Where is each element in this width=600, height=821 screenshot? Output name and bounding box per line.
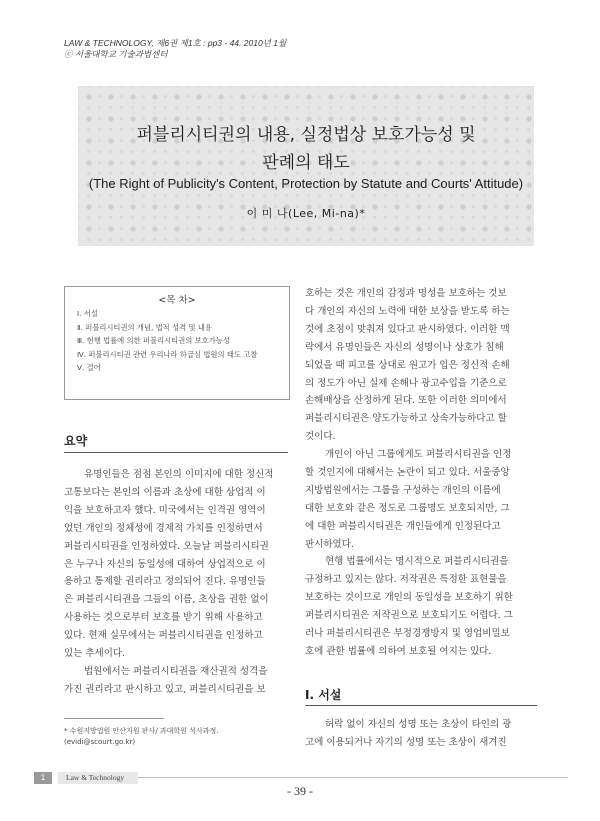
footnote bbox=[64, 726, 218, 748]
title-english: (The Right of Publicity's Content, Protection by Statute and Courts' Attitude) bbox=[88, 176, 524, 191]
summary-paragraph-2: 법원에서는 퍼블리시티권을 재산권적 성격을 가진 권리라고 판시하고 있고, 퍼블리시티권을 보 bbox=[64, 666, 268, 695]
right-paragraph-2: 개인이 아닌 그룹에게도 퍼블리시티권을 인정 할 것인지에 대해서는 논란이 되고 있다. 서울중앙 지방법원에서는 그룹을 구성하는 개인의 이름에 대한 보호와 같은 정도로 그룹명도 보호되지만, 그 에 대한 퍼블리시티권은 개인들에게 인정된다고 판시하였다. bbox=[305, 449, 512, 550]
right-paragraph-3: 현행 법률에서는 명시적으로 퍼블리시티권을 규정하고 있지는 않다. 저작권은 특정한 표현물을 보호하는 것이므로 개인의 동일성을 보호하기 위한 퍼블리시티권은 저작권으로 보호되기도 어렵다. 그 러나 퍼블리시티권은 부정경쟁방지 및 영업비밀보 호에 관한 법률에 의하여 보호될 여지는 있다. bbox=[305, 556, 513, 657]
section-rule bbox=[305, 705, 537, 706]
journal-copyright: ⓒ 서울대학교 기술과법센터 bbox=[64, 49, 168, 59]
section-heading-introduction: Ⅰ. 서설 bbox=[305, 688, 342, 702]
title-korean-line2: 판례의 태도 bbox=[262, 153, 350, 173]
toc-list bbox=[77, 307, 257, 375]
page-tab-number: 1 bbox=[34, 772, 52, 784]
footer-journal-label: Law & Technology bbox=[58, 772, 138, 784]
title-korean-line1: 퍼블리시티권의 내용, 실정법상 보호가능성 및 bbox=[136, 125, 476, 145]
toc-item: Ⅱ. 퍼블리시티권의 개념, 법적 성격 및 내용 bbox=[77, 322, 212, 332]
right-paragraph-1: 호하는 것은 개인의 감정과 명성을 보호하는 것보 다 개인의 자신의 노력에 대한 보상을 받도록 하는 것에 초점이 맞춰져 있다고 판시하였다. 이러한 맥 락에서 유명인들은 자신의 성명이나 상호가 침해 되었을 때 피고를 상대로 원고가 입은 정신적 손해 의 정도가 아닌 실제 손해나 광고수입을 기준으로 손해배상을 산정하게 된다. 또한 이러한 의미에서 퍼블리시티권은 양도가능하고 상속가능하다고 할 것이다. bbox=[305, 288, 510, 443]
summary-paragraph-1: 유명인들은 점점 본인의 이미지에 대한 정신적 고통보다는 본인의 이름과 초상에 대한 상업적 이 익을 보호하고자 했다. 미국에서는 인격권 영역이 었던 개인의 정체성에 경제적 가치를 인정하면서 퍼블리시티권을 인정하였다. 오늘날 퍼블리시티권 은 누구나 자신의 동일성에 대하여 상업적으로 이 용하고 통제할 권리라고 정의되어 진다. 유명인들 은 퍼블리시티권을 그들의 이름, 초상을 권한 없이 사용하는 것으로부터 보호를 받기 위해 사용하고 있다. 현재 실무에서는 퍼블리시티권을 인정하고 있는 추세이다. bbox=[64, 469, 274, 660]
journal-citation: LAW & TECHNOLOGY, 제6권 제1호 : pp3 - 44. 2010년 1월 bbox=[64, 38, 287, 48]
section-heading-summary: 요약 bbox=[64, 434, 88, 448]
footnote-email: (evidi@scourt.go.kr) bbox=[64, 738, 136, 746]
introduction-paragraph: 허락 없이 자신의 성명 또는 초상이 타인의 광 고에 이용되거나 자기의 성명 또는 초상이 새겨진 bbox=[305, 719, 512, 748]
footnote-affiliation: * 수원지방법원 안산지원 판사/ 과대학원 석사과정. bbox=[64, 727, 219, 735]
table-of-contents bbox=[64, 286, 290, 400]
page-number: - 39 - bbox=[287, 784, 313, 798]
journal-header bbox=[64, 38, 286, 60]
footer-rule bbox=[138, 777, 568, 778]
toc-item: Ⅳ. 퍼블리시티권 관련 우리나라 하급심 법원의 태도 고찰 bbox=[77, 349, 258, 359]
toc-item: Ⅴ. 결어 bbox=[77, 363, 101, 373]
toc-item: Ⅲ. 현행 법률에 의한 퍼블리시티권의 보호가능성 bbox=[77, 336, 230, 346]
author-name: 이 미 나(Lee, Mi-na)* bbox=[246, 207, 366, 220]
section-rule bbox=[64, 452, 288, 453]
footnote-rule bbox=[64, 718, 164, 719]
toc-title: <목 차> bbox=[158, 295, 196, 306]
toc-item: Ⅰ. 서설 bbox=[77, 309, 98, 318]
